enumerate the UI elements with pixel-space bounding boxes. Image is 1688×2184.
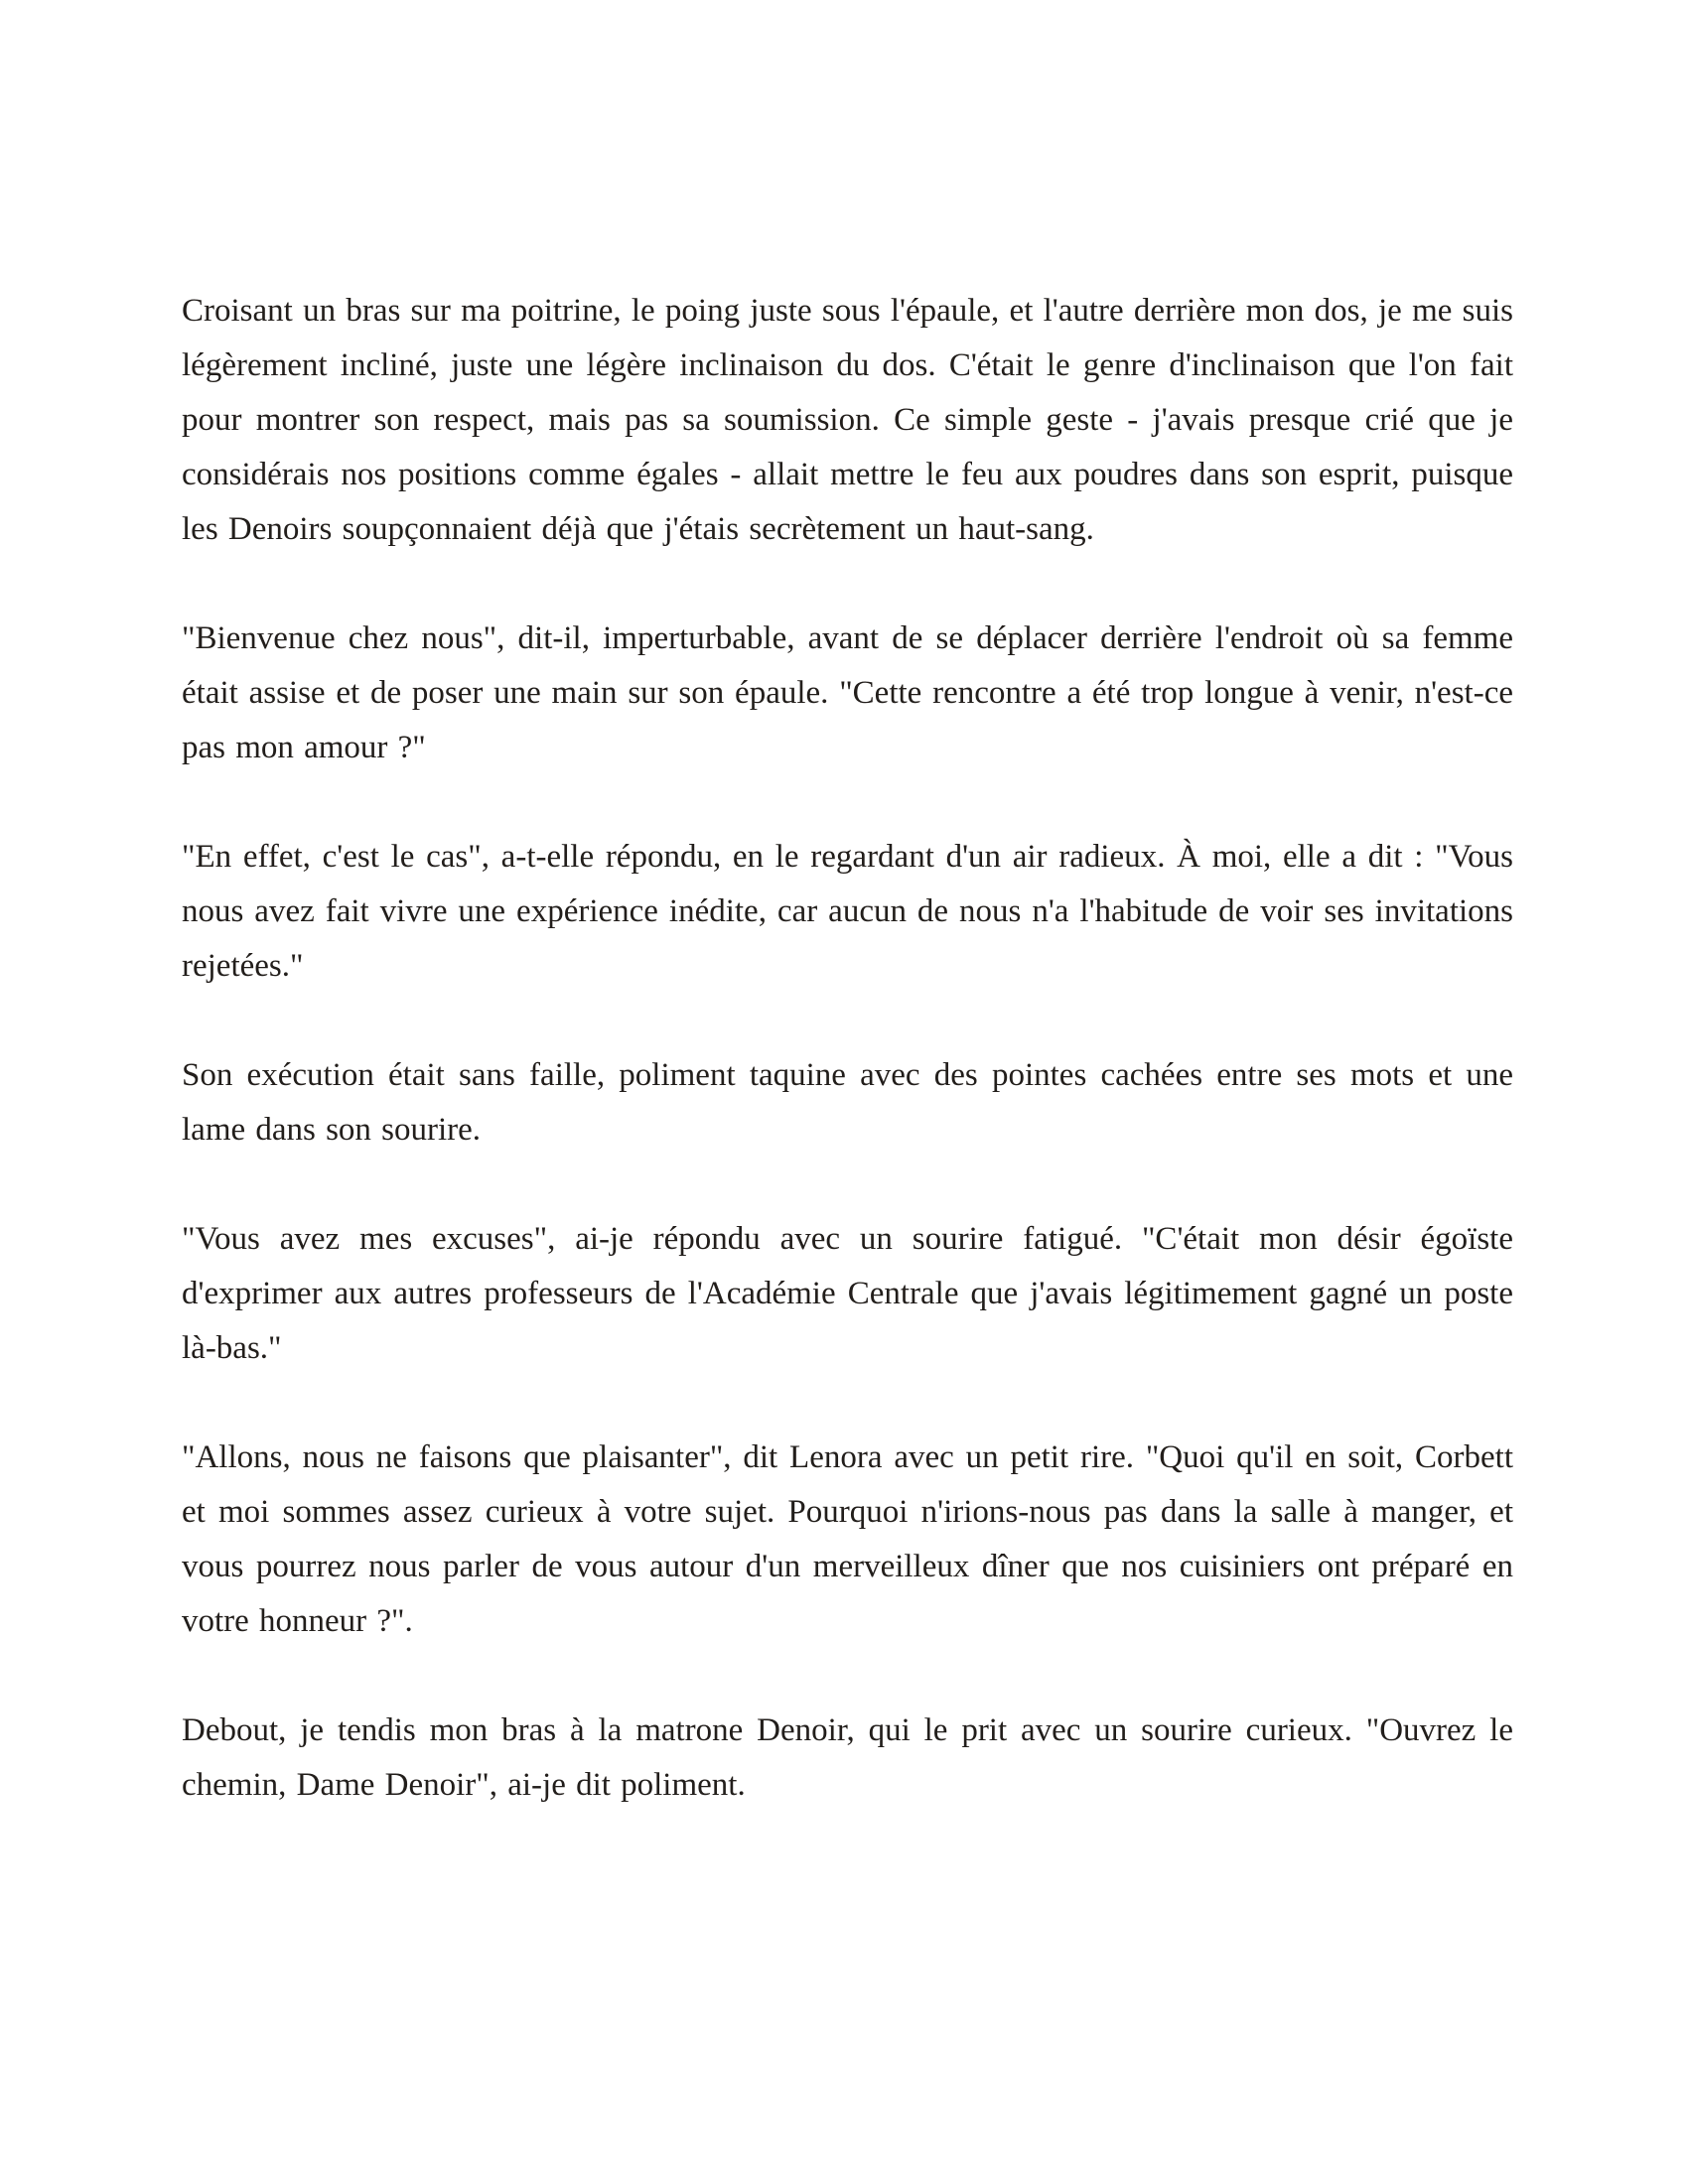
text-block (182, 284, 1513, 1813)
paragraph-7: Debout, je tendis mon bras à la matrone Denoir, qui le prit avec un sourire curieux. "Ouvrez le chemin, Dame Denoir", ai-je dit poliment. (182, 1712, 1513, 1803)
paragraph-1: Croisant un bras sur ma poitrine, le poing juste sous l'épaule, et l'autre derrière mon dos, je me suis légèrement incliné, juste une légère inclinaison du dos. C'était le genre d'inclinaison que l'on fait pour montrer son respect, mais pas sa soumission. Ce simple geste - j'avais presque crié que je considérais nos positions comme égales - allait mettre le feu aux poudres dans son esprit, puisque les Denoirs soupçonnaient déjà que j'étais secrètement un haut-sang. (182, 293, 1513, 547)
paragraph-4: Son exécution était sans faille, poliment taquine avec des pointes cachées entre ses mots et une lame dans son sourire. (182, 1057, 1513, 1148)
paragraph-3: "En effet, c'est le cas", a-t-elle répondu, en le regardant d'un air radieux. À moi, elle a dit : "Vous nous avez fait vivre une expérience inédite, car aucun de nous n'a l'habitude de voir ses invitations rejetées." (182, 839, 1513, 984)
paragraph-2: "Bienvenue chez nous", dit-il, imperturbable, avant de se déplacer derrière l'endroit où sa femme était assise et de poser une main sur son épaule. "Cette rencontre a été trop longue à venir, n'est-ce pas mon amour ?" (182, 620, 1513, 765)
paragraph-6: "Allons, nous ne faisons que plaisanter", dit Lenora avec un petit rire. "Quoi qu'il en soit, Corbett et moi sommes assez curieux à votre sujet. Pourquoi n'irions-nous pas dans la salle à manger, et vous pourrez nous parler de vous autour d'un merveilleux dîner que nos cuisiniers ont préparé en votre honneur ?". (182, 1439, 1513, 1639)
paragraph-5: "Vous avez mes excuses", ai-je répondu avec un sourire fatigué. "C'était mon désir égoïste d'exprimer aux autres professeurs de l'Académie Centrale que j'avais légitimement gagné un poste là-bas." (182, 1221, 1513, 1366)
